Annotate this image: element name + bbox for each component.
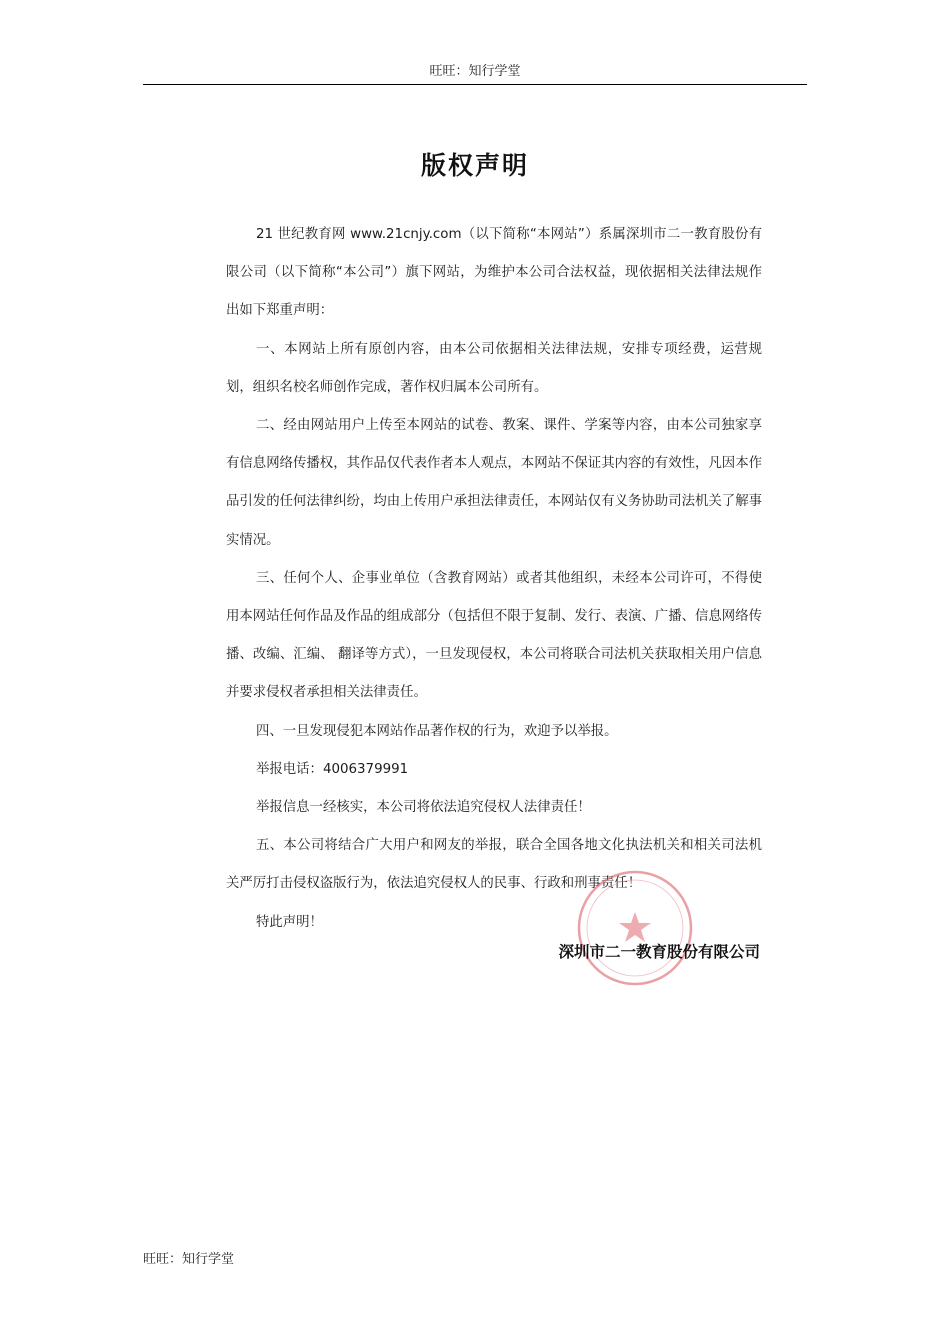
signer-company: 深圳市二一教育股份有限公司 (558, 943, 760, 961)
paragraph-intro: 21 世纪教育网 www.21cnjy.com（以下简称“本网站”）系属深圳市二一教育股份有限公司（以下简称“本公司”）旗下网站，为维护本公司合法权益，现依据相关法律法规作出如下郑重声明： (226, 227, 762, 319)
page-header: 旺旺：知行学堂 (143, 62, 807, 85)
page-footer: 旺旺：知行学堂 (143, 1252, 235, 1267)
paragraph-clause-2: 二、经由网站用户上传至本网站的试卷、教案、课件、学案等内容，由本公司独家享有信息网络传播权，其作品仅代表作者本人观点，本网站不保证其内容的有效性，凡因本作品引发的任何法律纠纷，均由上传用户承担法律责任，本网站仅有义务协助司法机关了解事实情况。 (226, 418, 762, 548)
paragraph-clause-4: 四、一旦发现侵犯本网站作品著作权的行为，欢迎予以举报。 (256, 723, 618, 739)
paragraph-closing: 特此声明！ (256, 914, 323, 930)
paragraph-report-phone: 举报电话：4006379991 (256, 761, 409, 777)
paragraph-report-info: 举报信息一经核实，本公司将依法追究侵权人法律责任！ (256, 800, 591, 816)
paragraph-clause-1: 一、本网站上所有原创内容，由本公司依据相关法律法规，安排专项经费，运营规划，组织名校名师创作完成，著作权归属本公司所有。 (226, 341, 762, 395)
paragraph-clause-5: 五、本公司将结合广大用户和网友的举报，联合全国各地文化执法机关和相关司法机关严厉打击侵权盗版行为，依法追究侵权人的民事、行政和刑事责任！ (226, 838, 762, 892)
company-seal-icon (575, 868, 695, 988)
document-body (226, 216, 762, 942)
paragraph-clause-3: 三、任何个人、企事业单位（含教育网站）或者其他组织，未经本公司许可，不得使用本网站任何作品及作品的组成部分（包括但不限于复制、发行、表演、广播、信息网络传播、改编、汇编、 翻译等方式），一旦发现侵权，本公司将联合司法机关获取相关用户信息并要求侵权者承担相关法律责任。 (226, 570, 762, 701)
document-title: 版权声明 (420, 151, 529, 180)
